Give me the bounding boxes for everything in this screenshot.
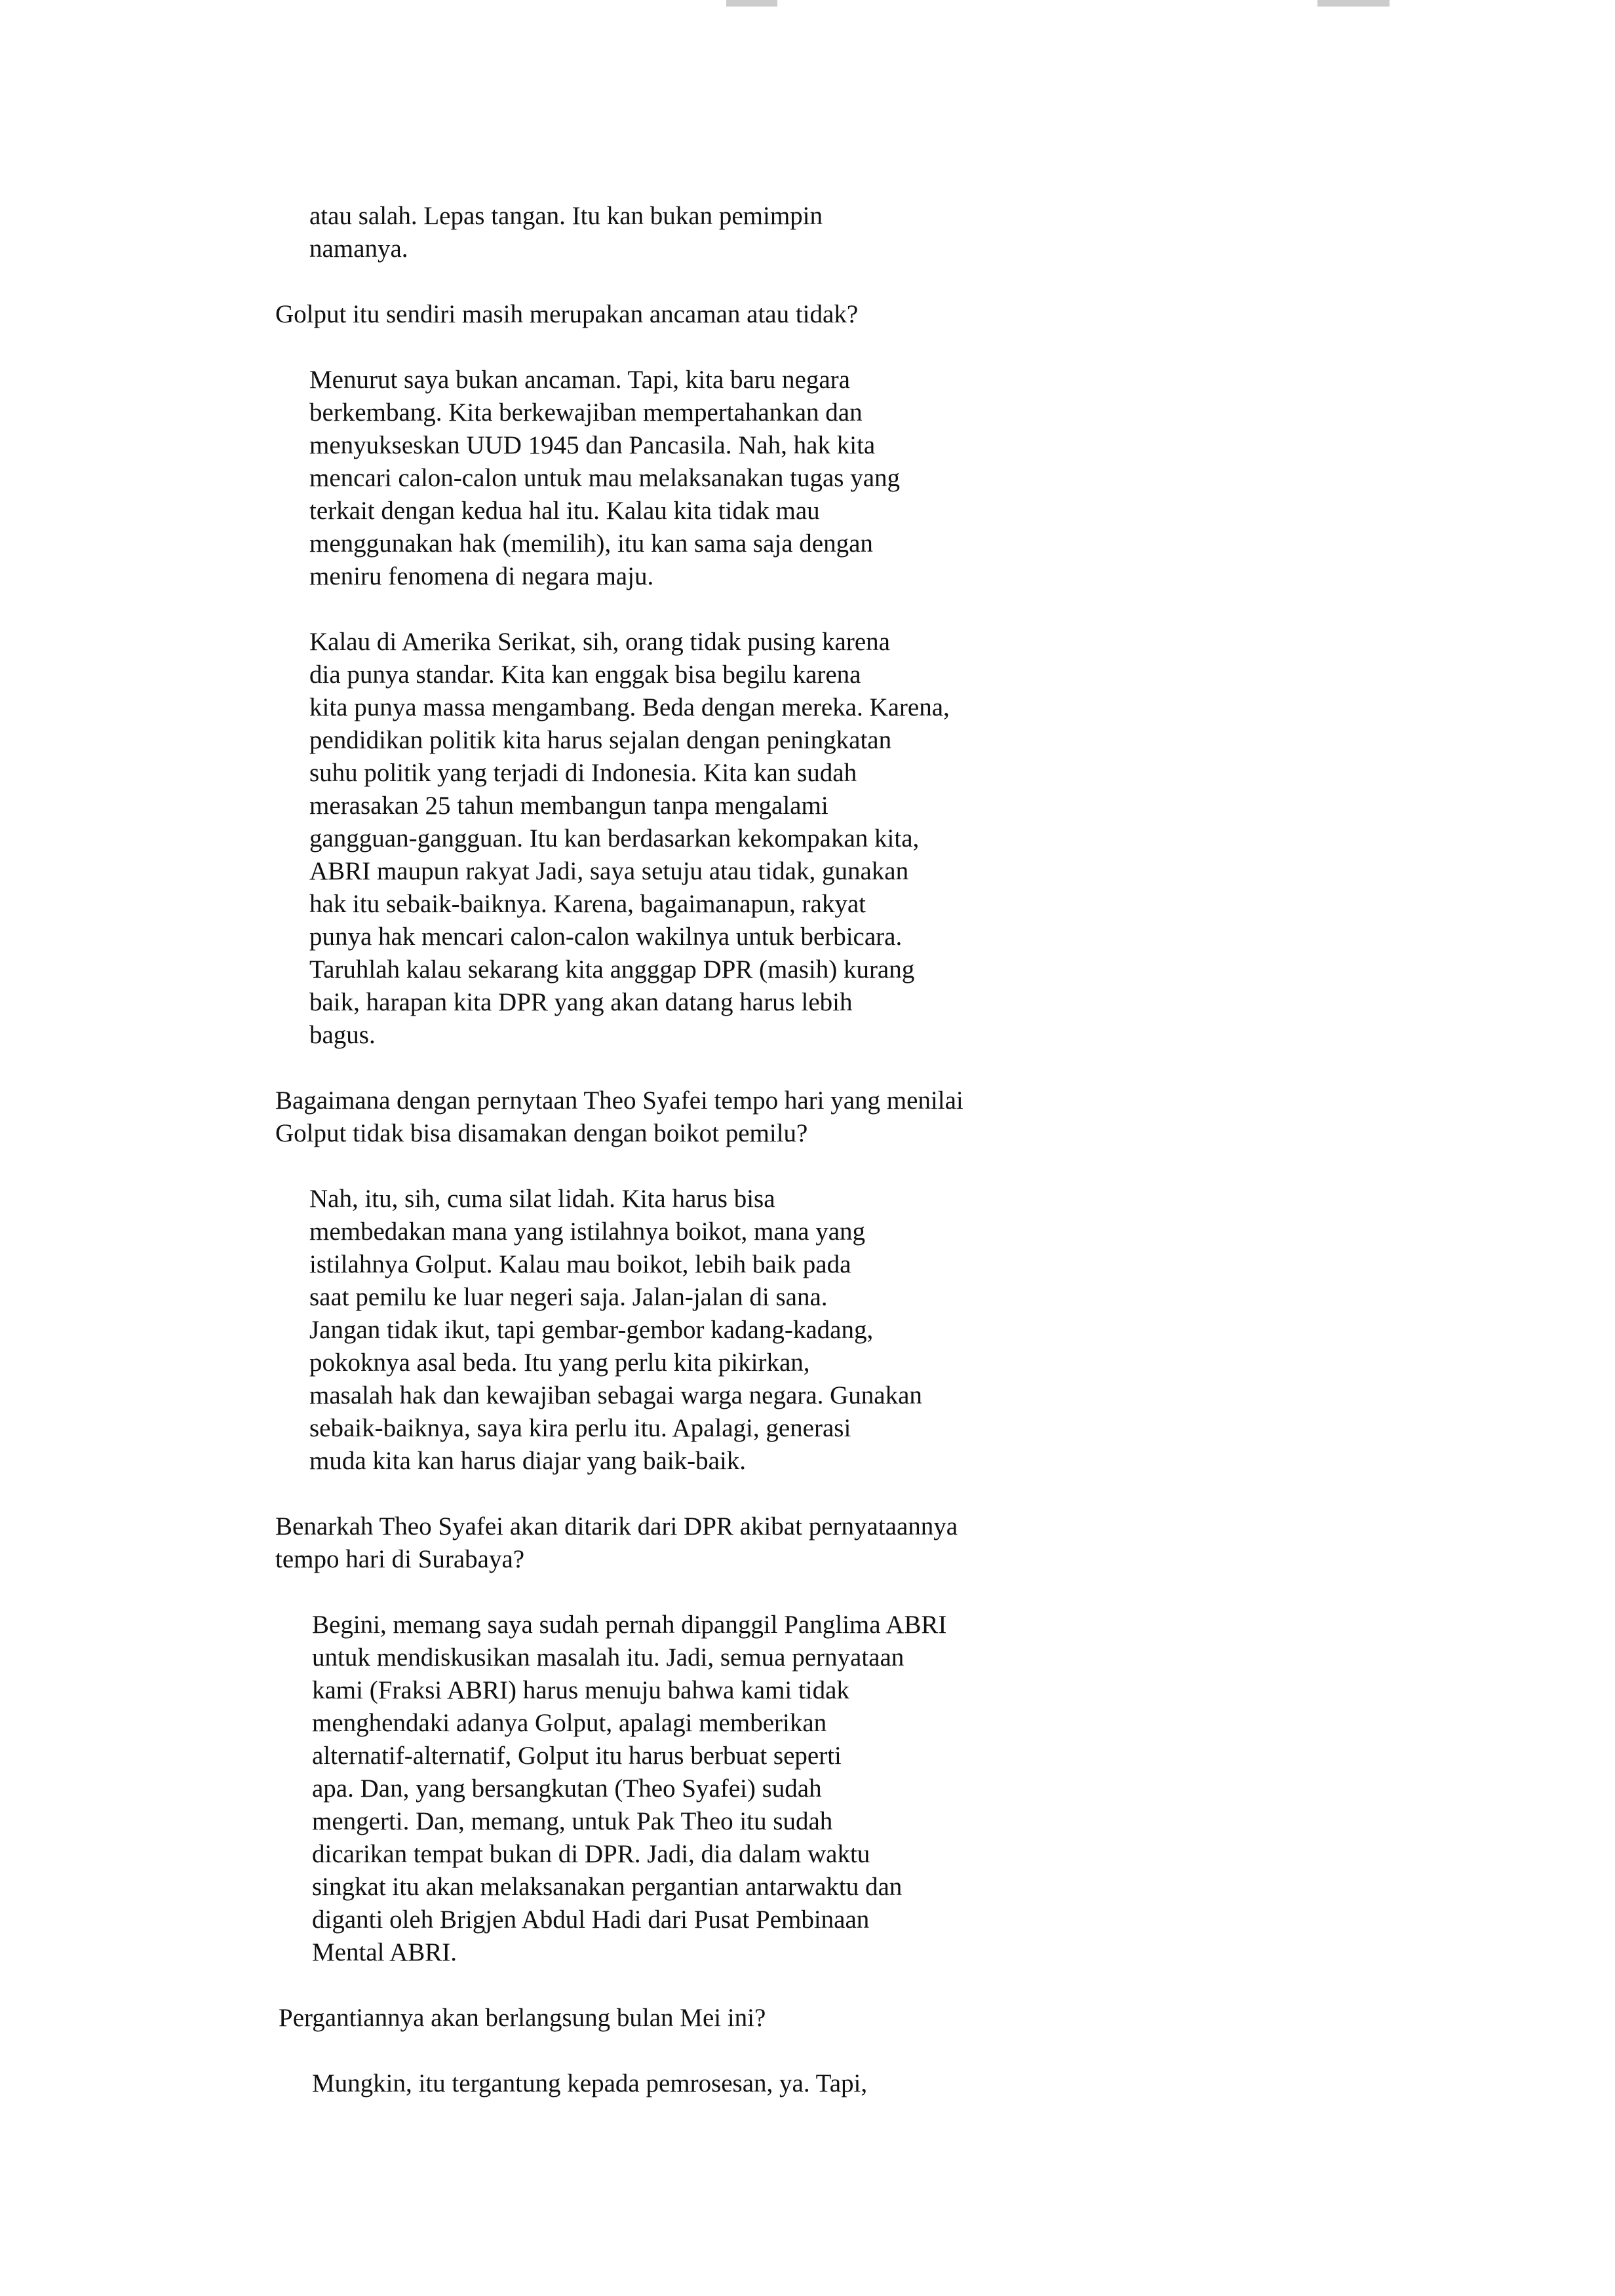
answer-line: Taruhlah kalau sekarang kita angggap DPR (masih) kurang <box>309 955 915 984</box>
answer-line: saat pemilu ke luar negeri saja. Jalan-jalan di sana. <box>309 1283 828 1311</box>
answer-line: gangguan-gangguan. Itu kan berdasarkan kekompakan kita, <box>309 824 920 852</box>
scan-artifact-top-right <box>1317 0 1390 7</box>
answer-line: baik, harapan kita DPR yang akan datang harus lebih <box>309 988 853 1016</box>
answer-line: sebaik-baiknya, saya kira perlu itu. Apalagi, generasi <box>309 1414 851 1442</box>
answer-line: kami (Fraksi ABRI) harus menuju bahwa kami tidak <box>312 1676 849 1704</box>
answer-line: punya hak mencari calon-calon wakilnya untuk berbicara. <box>309 923 903 951</box>
answer-line: Menurut saya bukan ancaman. Tapi, kita baru negara <box>309 366 850 394</box>
answer-line: meniru fenomena di negara maju. <box>309 562 654 590</box>
answer-line: Jangan tidak ikut, tapi gembar-gembor kadang-kadang, <box>309 1316 874 1344</box>
answer-line: menghendaki adanya Golput, apalagi memberikan <box>312 1709 827 1737</box>
answer-line: dicarikan tempat bukan di DPR. Jadi, dia dalam waktu <box>312 1840 870 1868</box>
question-line: Bagaimana dengan pernytaan Theo Syafei tempo hari yang menilai <box>275 1086 963 1115</box>
answer-line: dia punya standar. Kita kan enggak bisa begilu karena <box>309 660 861 689</box>
answer-line: atau salah. Lepas tangan. Itu kan bukan pemimpin <box>309 202 823 230</box>
scan-artifact-top <box>726 0 777 7</box>
answer-line: mencari calon-calon untuk mau melaksanakan tugas yang <box>309 464 900 492</box>
answer-line: kita punya massa mengambang. Beda dengan mereka. Karena, <box>309 693 950 721</box>
answer-line: singkat itu akan melaksanakan pergantian antarwaktu dan <box>312 1873 903 1901</box>
answer-line: namanya. <box>309 235 408 263</box>
answer-line: terkait dengan kedua hal itu. Kalau kita tidak mau <box>309 497 820 525</box>
answer-line: ABRI maupun rakyat Jadi, saya setuju atau tidak, gunakan <box>309 857 909 885</box>
answer-line: muda kita kan harus diajar yang baik-baik. <box>309 1447 747 1475</box>
answer-line: istilahnya Golput. Kalau mau boikot, lebih baik pada <box>309 1250 851 1278</box>
answer-line: Kalau di Amerika Serikat, sih, orang tidak pusing karena <box>309 628 890 656</box>
question-line: Benarkah Theo Syafei akan ditarik dari DPR akibat pernyataannya <box>275 1512 958 1540</box>
answer-line: Nah, itu, sih, cuma silat lidah. Kita harus bisa <box>309 1185 775 1213</box>
answer-line: alternatif-alternatif, Golput itu harus berbuat seperti <box>312 1742 842 1770</box>
answer-line: apa. Dan, yang bersangkutan (Theo Syafei) sudah <box>312 1774 822 1803</box>
answer-line: merasakan 25 tahun membangun tanpa mengalami <box>309 792 828 820</box>
answer-line: suhu politik yang terjadi di Indonesia. Kita kan sudah <box>309 759 857 787</box>
question-line: Pergantiannya akan berlangsung bulan Mei ini? <box>279 2004 766 2032</box>
answer-line: pokoknya asal beda. Itu yang perlu kita pikirkan, <box>309 1349 810 1377</box>
answer-line: Mental ABRI. <box>312 1938 457 1966</box>
answer-line: berkembang. Kita berkewajiban mempertahankan dan <box>309 398 863 427</box>
answer-line: hak itu sebaik-baiknya. Karena, bagaimanapun, rakyat <box>309 890 866 918</box>
answer-line: membedakan mana yang istilahnya boikot, mana yang <box>309 1217 866 1246</box>
answer-line: bagus. <box>309 1021 376 1049</box>
answer-line: mengerti. Dan, memang, untuk Pak Theo itu sudah <box>312 1807 833 1835</box>
answer-line: Begini, memang saya sudah pernah dipanggil Panglima ABRI <box>312 1611 947 1639</box>
answer-line: pendidikan politik kita harus sejalan dengan peningkatan <box>309 726 892 754</box>
question-line: tempo hari di Surabaya? <box>275 1545 525 1573</box>
question-line: Golput tidak bisa disamakan dengan boikot pemilu? <box>275 1119 808 1147</box>
answer-line: Mungkin, itu tergantung kepada pemrosesan, ya. Tapi, <box>312 2069 868 2097</box>
answer-line: untuk mendiskusikan masalah itu. Jadi, semua pernyataan <box>312 1643 905 1672</box>
answer-line: menggunakan hak (memilih), itu kan sama saja dengan <box>309 529 873 558</box>
answer-line: diganti oleh Brigjen Abdul Hadi dari Pusat Pembinaan <box>312 1905 870 1934</box>
answer-line: masalah hak dan kewajiban sebagai warga negara. Gunakan <box>309 1381 922 1409</box>
answer-line: menyukseskan UUD 1945 dan Pancasila. Nah, hak kita <box>309 431 876 459</box>
question-line: Golput itu sendiri masih merupakan ancaman atau tidak? <box>275 300 859 328</box>
